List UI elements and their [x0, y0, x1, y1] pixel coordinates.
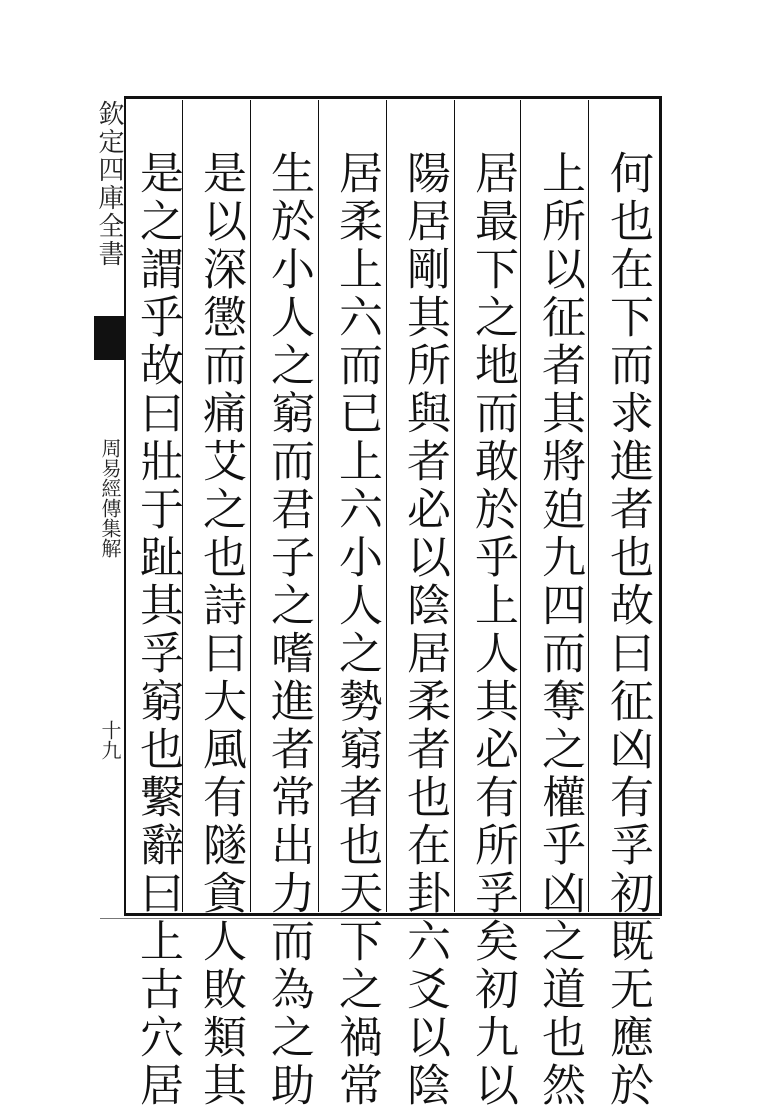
text-column-3: 居最下之地而敢於乎上人其必有所孚矣初九以 — [467, 150, 518, 1110]
text-column-4: 陽居剛其所與者必以陰居柔者也在卦六爻以陰 — [399, 150, 450, 1110]
text-column-8: 是之謂乎故曰壯于趾其孚窮也繫辭曰上古穴居 — [132, 150, 183, 1110]
text-column-5: 居柔上六而已上六小人之勢窮者也天下之禍常 — [331, 150, 382, 1110]
text-column-1: 何也在下而求進者也故曰征凶有孚初既无應於 — [602, 150, 653, 1110]
work-title: 周易經傳集解 — [98, 438, 122, 558]
text-column-6: 生於小人之窮而君子之嗜進者常出力而為之助 — [263, 150, 314, 1110]
fishtail-mark — [94, 316, 124, 360]
text-column-2: 上所以征者其將廹九四而奪之權乎凶之道也然 — [534, 150, 585, 1110]
text-column-7: 是以深懲而痛艾之也詩曰大風有隧貪人敗類其 — [195, 150, 246, 1110]
bottom-edge — [100, 918, 660, 927]
page-number: 十九 — [98, 720, 122, 760]
book-title: 欽定四庫全書 — [94, 100, 124, 268]
